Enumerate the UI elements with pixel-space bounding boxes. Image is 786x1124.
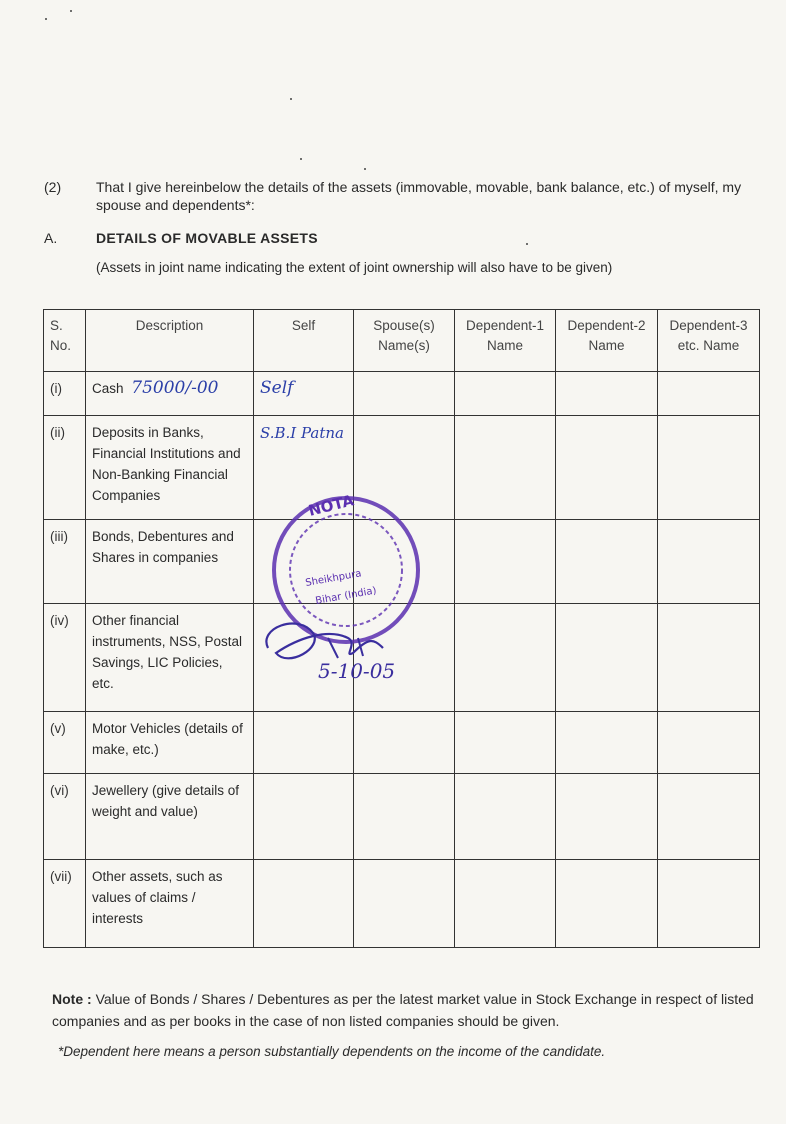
section-letter: A.: [44, 230, 58, 246]
row-dependent-1: [455, 372, 556, 416]
row-sno: (ii): [44, 416, 86, 520]
row-dependent-2: [556, 604, 658, 712]
row-dependent-3: [658, 520, 760, 604]
row-self: [254, 712, 354, 774]
section-title: DETAILS OF MOVABLE ASSETS: [96, 230, 318, 246]
section-subnote: (Assets in joint name indicating the extent of joint ownership will also have to be given): [96, 260, 613, 275]
row-spouse: [354, 372, 455, 416]
row-dependent-1: [455, 604, 556, 712]
row-dependent-2: [556, 416, 658, 520]
row-description: Other assets, such as values of claims / interests: [86, 860, 254, 948]
row-spouse: [354, 860, 455, 948]
scan-speck: [526, 243, 528, 245]
row-self: [254, 604, 354, 712]
scan-speck: [70, 10, 72, 12]
row-self: S.B.I Patna: [254, 416, 354, 520]
row-dependent-1: [455, 774, 556, 860]
row-self: [254, 520, 354, 604]
row-description: Jewellery (give details of weight and value): [86, 774, 254, 860]
row-description: Motor Vehicles (details of make, etc.): [86, 712, 254, 774]
row-dependent-3: [658, 774, 760, 860]
svg-text:NOTA: NOTA: [306, 491, 356, 520]
table-row: [44, 774, 760, 860]
row-dependent-1: [455, 520, 556, 604]
row-spouse: [354, 604, 455, 712]
header-dependent-3: Dependent-3 etc. Name: [658, 310, 760, 372]
row-self: [254, 860, 354, 948]
row-sno: (iv): [44, 604, 86, 712]
header-spouse: Spouse(s) Name(s): [354, 310, 455, 372]
row-sno: (i): [44, 372, 86, 416]
row-description-text: Cash: [92, 381, 124, 396]
row-sno: (vii): [44, 860, 86, 948]
scan-speck: [300, 158, 302, 160]
table-row: [44, 860, 760, 948]
header-description: Description: [86, 310, 254, 372]
row-spouse: [354, 712, 455, 774]
row-dependent-1: [455, 712, 556, 774]
table-row: [44, 712, 760, 774]
header-sno: S. No.: [44, 310, 86, 372]
header-dependent-2: Dependent-2 Name: [556, 310, 658, 372]
note-label: Note :: [52, 991, 92, 1007]
row-sno: (vi): [44, 774, 86, 860]
scan-speck: [290, 98, 292, 100]
row-dependent-3: [658, 604, 760, 712]
cash-amount-handwritten: 75000/-00: [131, 378, 219, 398]
row-dependent-3: [658, 416, 760, 520]
note-text: Value of Bonds / Shares / Debentures as per the latest market value in Stock Exchange in respect of listed companies and as per books in the case of non listed companies should be given.: [52, 991, 754, 1029]
movable-assets-table: [43, 309, 760, 948]
row-dependent-2: [556, 520, 658, 604]
table-row: [44, 416, 760, 520]
row-sno: (iii): [44, 520, 86, 604]
row-dependent-2: [556, 372, 658, 416]
declaration-number: (2): [44, 179, 62, 195]
row-dependent-2: [556, 774, 658, 860]
table-row: [44, 372, 760, 416]
row-description: Other financial instruments, NSS, Postal Savings, LIC Policies, etc.: [86, 604, 254, 712]
svg-text:Sheikhpura: Sheikhpura: [304, 568, 363, 589]
row-description: [86, 372, 254, 416]
header-dependent-1: Dependent-1 Name: [455, 310, 556, 372]
dependent-footnote: *Dependent here means a person substantially dependents on the income of the candidate.: [58, 1044, 606, 1059]
table-row: [44, 604, 760, 712]
row-dependent-2: [556, 860, 658, 948]
header-self: Self: [254, 310, 354, 372]
row-dependent-2: [556, 712, 658, 774]
valuation-note: [52, 988, 767, 1032]
table-row: [44, 520, 760, 604]
row-dependent-1: [455, 416, 556, 520]
svg-text:Bihar (India): Bihar (India): [314, 585, 378, 607]
svg-text:5-10-05: 5-10-05: [318, 659, 396, 683]
row-spouse: [354, 520, 455, 604]
row-description: Deposits in Banks, Financial Institutions and Non-Banking Financial Companies: [86, 416, 254, 520]
table-header-row: [44, 310, 760, 372]
row-dependent-3: [658, 860, 760, 948]
scan-speck: [45, 18, 47, 20]
row-dependent-3: [658, 712, 760, 774]
row-spouse: [354, 774, 455, 860]
declaration-text: That I give hereinbelow the details of the assets (immovable, movable, bank balance, etc.) of myself, my spouse and dependents*:: [96, 179, 742, 213]
row-self: [254, 774, 354, 860]
row-dependent-1: [455, 860, 556, 948]
scan-speck: [364, 168, 366, 170]
row-description: Bonds, Debentures and Shares in companies: [86, 520, 254, 604]
row-self: Self: [254, 372, 354, 416]
row-sno: (v): [44, 712, 86, 774]
row-spouse: [354, 416, 455, 520]
row-dependent-3: [658, 372, 760, 416]
